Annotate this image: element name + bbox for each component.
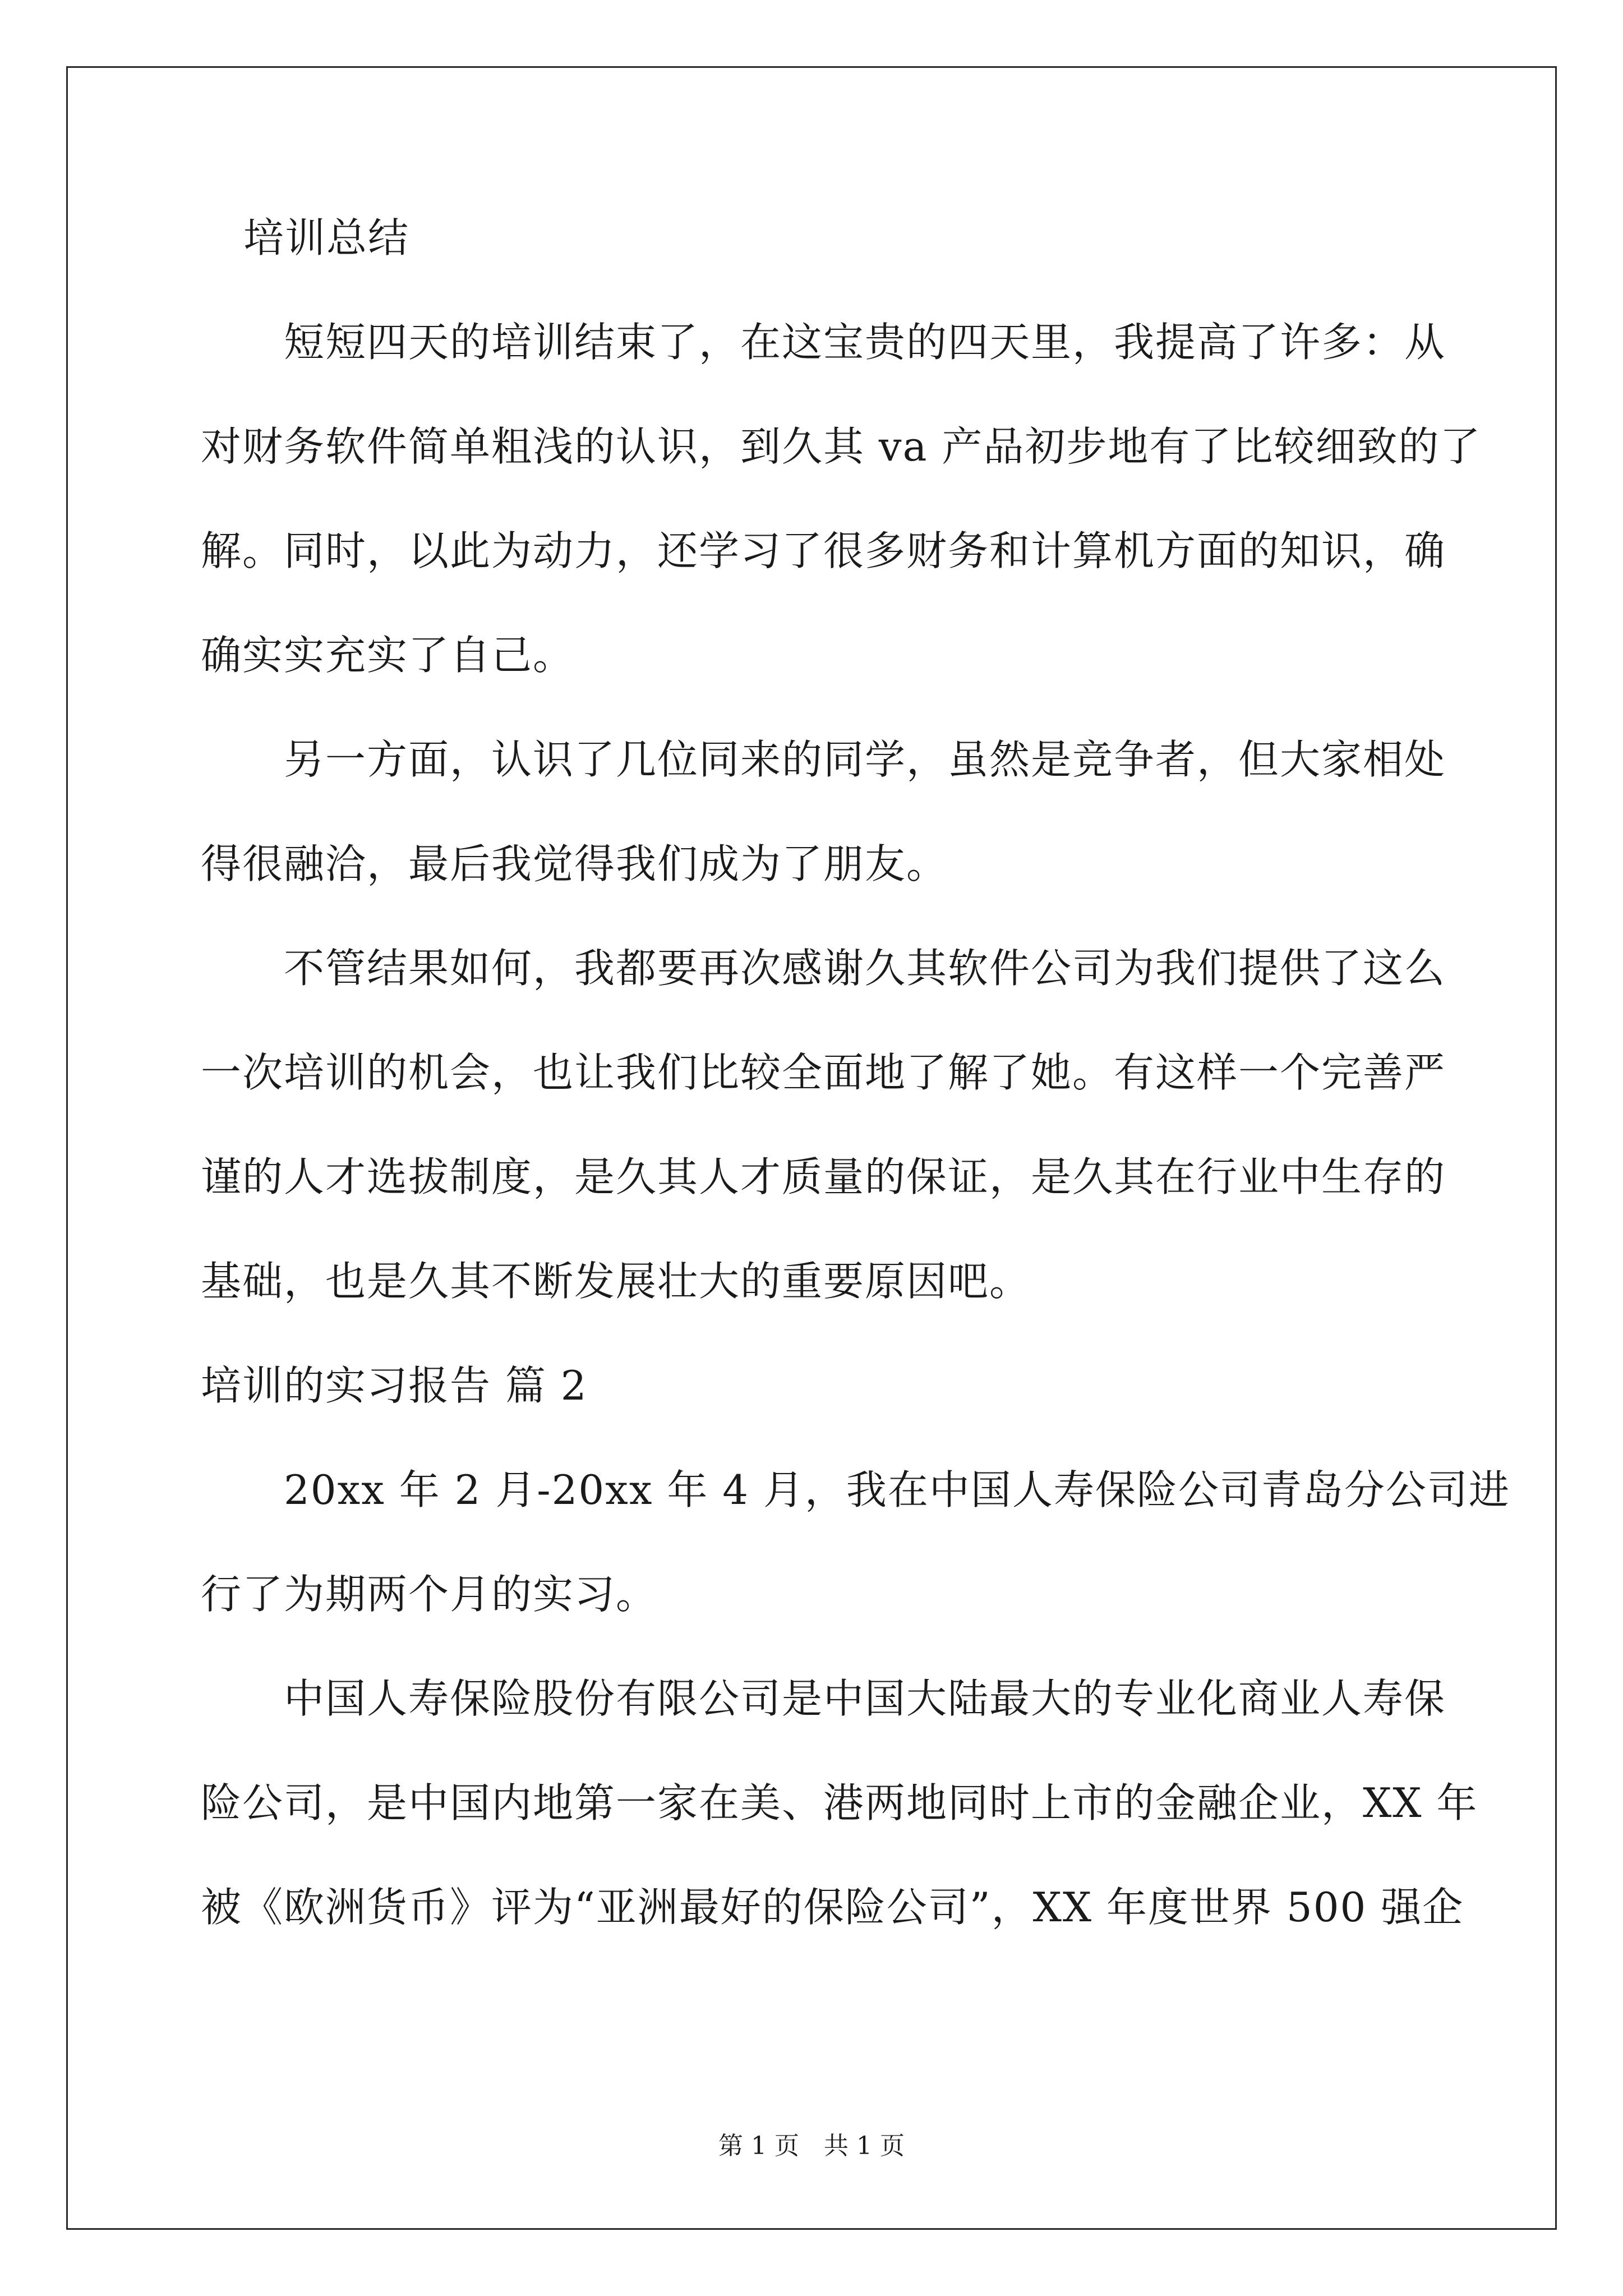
paragraph-line: 不管结果如何，我都要再次感谢久其软件公司为我们提供了这么 [284,945,1446,992]
paragraph-line: 谨的人才选拔制度，是久其人才质量的保证，是久其在行业中生存的 [201,1153,1446,1200]
document-title: 培训总结 [243,214,410,261]
paragraph-line: 得很融洽，最后我觉得我们成为了朋友。 [201,840,948,887]
paragraph-line: 险公司，是中国内地第一家在美、港两地同时上市的金融企业，XX 年 [201,1779,1478,1826]
page-number-label: 第 1 页 共 1 页 [718,2132,905,2160]
paragraph-line: 行了为期两个月的实习。 [201,1571,658,1618]
paragraph-line: 基础，也是久其不断发展壮大的重要原因吧。 [201,1258,1031,1305]
paragraph-line: 另一方面，认识了几位同来的同学，虽然是竞争者，但大家相处 [284,736,1446,783]
paragraph-line: 短短四天的培训结束了，在这宝贵的四天里，我提高了许多：从 [284,319,1446,366]
paragraph-line: 中国人寿保险股份有限公司是中国大陆最大的专业化商业人寿保 [284,1675,1446,1722]
document-body [201,213,1510,1932]
paragraph-line: 一次培训的机会，也让我们比较全面地了解了她。有这样一个完善严 [201,1049,1446,1096]
paragraph-line: 确实实充实了自己。 [201,632,575,679]
page-footer [0,2132,1623,2161]
paragraph-line: 20xx 年 2 月-20xx 年 4 月，我在中国人寿保险公司青岛分公司进 [284,1466,1510,1513]
paragraph-line: 被《欧洲货币》评为“亚洲最好的保险公司”，XX 年度世界 500 强企 [201,1884,1464,1931]
paragraph-line: 对财务软件简单粗浅的认识，到久其 va 产品初步地有了比较细致的了 [201,423,1482,470]
section-heading: 培训的实习报告 篇 2 [201,1362,588,1409]
paragraph-line: 解。同时，以此为动力，还学习了很多财务和计算机方面的知识，确 [201,527,1446,574]
